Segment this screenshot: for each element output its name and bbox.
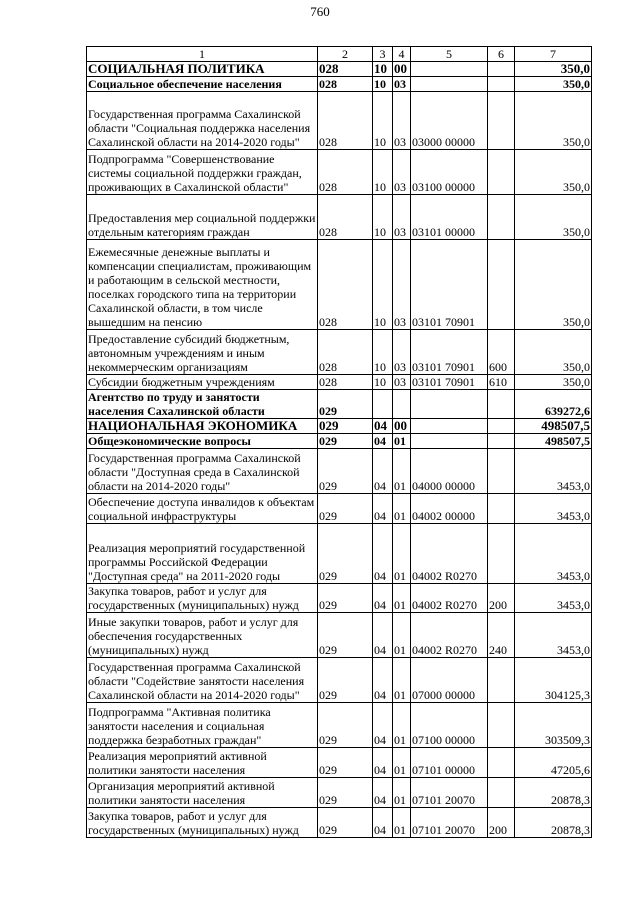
expense-type-code: [488, 494, 515, 524]
subsection-code: 01: [393, 808, 411, 838]
target-article-code: 03101 70901: [411, 240, 488, 330]
expense-type-code: 240: [488, 613, 515, 658]
row-name: Государственная программа Сахалинской области "Доступная среда в Сахалинской области на 2014-2020 годы": [87, 449, 318, 494]
column-number-6: 6: [488, 47, 515, 62]
department-code: 028: [318, 150, 373, 195]
department-code: 029: [318, 524, 373, 584]
subsection-code: 01: [393, 494, 411, 524]
column-number-2: 2: [318, 47, 373, 62]
department-code: 029: [318, 434, 373, 449]
subsection-code: 03: [393, 77, 411, 92]
amount: 350,0: [515, 375, 592, 390]
target-article-code: 07101 00000: [411, 748, 488, 778]
row-name: Социальное обеспечение населения: [87, 77, 318, 92]
department-code: 028: [318, 240, 373, 330]
row-name: СОЦИАЛЬНАЯ ПОЛИТИКА: [87, 62, 318, 77]
expense-type-code: [488, 658, 515, 703]
department-code: 029: [318, 584, 373, 613]
row-name: Подпрограмма "Активная политика занятости населения и социальная поддержка безработных граждан": [87, 703, 318, 748]
row-name: Реализация мероприятий активной политики занятости населения: [87, 748, 318, 778]
subsection-code: [393, 390, 411, 419]
row-name: Реализация мероприятий государственной программы Российской Федерации "Доступная среда" на 2011-2020 годы: [87, 524, 318, 584]
target-article-code: 04002 R0270: [411, 584, 488, 613]
target-article-code: 03100 00000: [411, 150, 488, 195]
table-row: [87, 62, 592, 77]
amount: 47205,6: [515, 748, 592, 778]
budget-table: [86, 46, 592, 838]
department-code: 028: [318, 375, 373, 390]
section-code: 04: [373, 449, 393, 494]
subsection-code: 01: [393, 703, 411, 748]
table-row: [87, 584, 592, 613]
amount: 3453,0: [515, 524, 592, 584]
subsection-code: 03: [393, 195, 411, 240]
target-article-code: [411, 77, 488, 92]
section-code: 04: [373, 808, 393, 838]
target-article-code: [411, 419, 488, 434]
amount: 350,0: [515, 62, 592, 77]
table-row: [87, 390, 592, 419]
amount: 350,0: [515, 240, 592, 330]
expense-type-code: 610: [488, 375, 515, 390]
amount: 304125,3: [515, 658, 592, 703]
department-code: 029: [318, 419, 373, 434]
column-number-1: 1: [87, 47, 318, 62]
target-article-code: 07100 00000: [411, 703, 488, 748]
expense-type-code: [488, 390, 515, 419]
subsection-code: 01: [393, 613, 411, 658]
department-code: 028: [318, 92, 373, 150]
subsection-code: 00: [393, 62, 411, 77]
expense-type-code: [488, 524, 515, 584]
target-article-code: 03101 70901: [411, 330, 488, 375]
target-article-code: 03101 70901: [411, 375, 488, 390]
row-name: Закупка товаров, работ и услуг для государственных (муниципальных) нужд: [87, 584, 318, 613]
table-row: [87, 524, 592, 584]
department-code: 029: [318, 703, 373, 748]
page-number: 760: [310, 4, 330, 19]
subsection-code: 00: [393, 419, 411, 434]
section-code: 04: [373, 524, 393, 584]
table-row: [87, 434, 592, 449]
section-code: 04: [373, 584, 393, 613]
expense-type-code: [488, 195, 515, 240]
section-code: 04: [373, 419, 393, 434]
expense-type-code: [488, 703, 515, 748]
amount: 3453,0: [515, 613, 592, 658]
table-row: [87, 419, 592, 434]
target-article-code: 04002 R0270: [411, 524, 488, 584]
row-name: Подпрограмма "Совершенствование системы социальной поддержки граждан, проживающих в Сахалинской области": [87, 150, 318, 195]
section-code: 04: [373, 494, 393, 524]
table-row: [87, 449, 592, 494]
target-article-code: 07000 00000: [411, 658, 488, 703]
subsection-code: 03: [393, 150, 411, 195]
department-code: 029: [318, 778, 373, 808]
amount: 350,0: [515, 330, 592, 375]
table-row: [87, 658, 592, 703]
column-number-3: 3: [373, 47, 393, 62]
table-row: [87, 808, 592, 838]
section-code: 10: [373, 92, 393, 150]
section-code: 10: [373, 62, 393, 77]
row-name: Ежемесячные денежные выплаты и компенсации специалистам, проживающим и работающим в сельской местности, поселках городского типа на территории Сахалинской области, в том числе вышедшим на пенсию: [87, 240, 318, 330]
section-code: 10: [373, 330, 393, 375]
amount: 303509,3: [515, 703, 592, 748]
target-article-code: 04002 00000: [411, 494, 488, 524]
expense-type-code: [488, 748, 515, 778]
table-row: [87, 778, 592, 808]
department-code: 028: [318, 77, 373, 92]
expense-type-code: 600: [488, 330, 515, 375]
table-row: [87, 748, 592, 778]
row-name: Закупка товаров, работ и услуг для государственных (муниципальных) нужд: [87, 808, 318, 838]
subsection-code: 01: [393, 524, 411, 584]
expense-type-code: [488, 77, 515, 92]
section-code: [373, 390, 393, 419]
column-number-4: 4: [393, 47, 411, 62]
department-code: 029: [318, 808, 373, 838]
target-article-code: 04000 00000: [411, 449, 488, 494]
table-row: [87, 77, 592, 92]
table-row: [87, 703, 592, 748]
department-code: 028: [318, 330, 373, 375]
expense-type-code: 200: [488, 808, 515, 838]
subsection-code: 01: [393, 584, 411, 613]
expense-type-code: [488, 240, 515, 330]
section-code: 10: [373, 240, 393, 330]
amount: 350,0: [515, 195, 592, 240]
section-code: 10: [373, 150, 393, 195]
amount: 20878,3: [515, 808, 592, 838]
subsection-code: 03: [393, 240, 411, 330]
target-article-code: [411, 434, 488, 449]
row-name: НАЦИОНАЛЬНАЯ ЭКОНОМИКА: [87, 419, 318, 434]
target-article-code: 03000 00000: [411, 92, 488, 150]
amount: 350,0: [515, 77, 592, 92]
section-code: 04: [373, 434, 393, 449]
department-code: 029: [318, 390, 373, 419]
target-article-code: 03101 00000: [411, 195, 488, 240]
department-code: 029: [318, 449, 373, 494]
amount: 3453,0: [515, 494, 592, 524]
table-row: [87, 375, 592, 390]
target-article-code: 07101 20070: [411, 808, 488, 838]
table-row: [87, 613, 592, 658]
row-name: Общеэкономические вопросы: [87, 434, 318, 449]
row-name: Обеспечение доступа инвалидов к объектам социальной инфраструктуры: [87, 494, 318, 524]
row-name: Организация мероприятий активной политики занятости населения: [87, 778, 318, 808]
subsection-code: 01: [393, 434, 411, 449]
expense-type-code: [488, 92, 515, 150]
amount: 350,0: [515, 92, 592, 150]
section-code: 10: [373, 195, 393, 240]
row-name: Субсидии бюджетным учреждениям: [87, 375, 318, 390]
department-code: 028: [318, 195, 373, 240]
column-number-5: 5: [411, 47, 488, 62]
row-name: Предоставления мер социальной поддержки отдельным категориям граждан: [87, 195, 318, 240]
section-code: 04: [373, 613, 393, 658]
department-code: 029: [318, 613, 373, 658]
row-name: Предоставление субсидий бюджетным, автономным учреждениям и иным некоммерческим организациям: [87, 330, 318, 375]
expense-type-code: [488, 419, 515, 434]
amount: 20878,3: [515, 778, 592, 808]
target-article-code: 07101 20070: [411, 778, 488, 808]
amount: 498507,5: [515, 419, 592, 434]
expense-type-code: [488, 150, 515, 195]
amount: 498507,5: [515, 434, 592, 449]
table-row: [87, 92, 592, 150]
table-row: [87, 494, 592, 524]
section-code: 04: [373, 778, 393, 808]
department-code: 029: [318, 658, 373, 703]
expense-type-code: [488, 449, 515, 494]
section-code: 04: [373, 703, 393, 748]
budget-table-body: [87, 47, 592, 838]
subsection-code: 03: [393, 375, 411, 390]
amount: 3453,0: [515, 449, 592, 494]
subsection-code: 03: [393, 330, 411, 375]
expense-type-code: [488, 778, 515, 808]
row-name: Иные закупки товаров, работ и услуг для обеспечения государственных (муниципальных) нужд: [87, 613, 318, 658]
subsection-code: 03: [393, 92, 411, 150]
row-name: Агентство по труду и занятости населения Сахалинской области: [87, 390, 318, 419]
expense-type-code: [488, 62, 515, 77]
row-name: Государственная программа Сахалинской области "Социальная поддержка населения Сахалинской области на 2014-2020 годы": [87, 92, 318, 150]
target-article-code: 04002 R0270: [411, 613, 488, 658]
section-code: 04: [373, 748, 393, 778]
column-number-7: 7: [515, 47, 592, 62]
expense-type-code: [488, 434, 515, 449]
table-row: [87, 195, 592, 240]
subsection-code: 01: [393, 748, 411, 778]
section-code: 10: [373, 77, 393, 92]
section-code: 10: [373, 375, 393, 390]
department-code: 029: [318, 494, 373, 524]
target-article-code: [411, 62, 488, 77]
amount: 3453,0: [515, 584, 592, 613]
section-code: 04: [373, 658, 393, 703]
target-article-code: [411, 390, 488, 419]
table-row: [87, 330, 592, 375]
department-code: 028: [318, 62, 373, 77]
subsection-code: 01: [393, 778, 411, 808]
table-row: [87, 150, 592, 195]
amount: 350,0: [515, 150, 592, 195]
subsection-code: 01: [393, 658, 411, 703]
department-code: 029: [318, 748, 373, 778]
expense-type-code: 200: [488, 584, 515, 613]
amount: 639272,6: [515, 390, 592, 419]
table-row: [87, 240, 592, 330]
column-header-row: [87, 47, 592, 62]
subsection-code: 01: [393, 449, 411, 494]
row-name: Государственная программа Сахалинской области "Содействие занятости населения Сахалинской области на 2014-2020 годы": [87, 658, 318, 703]
